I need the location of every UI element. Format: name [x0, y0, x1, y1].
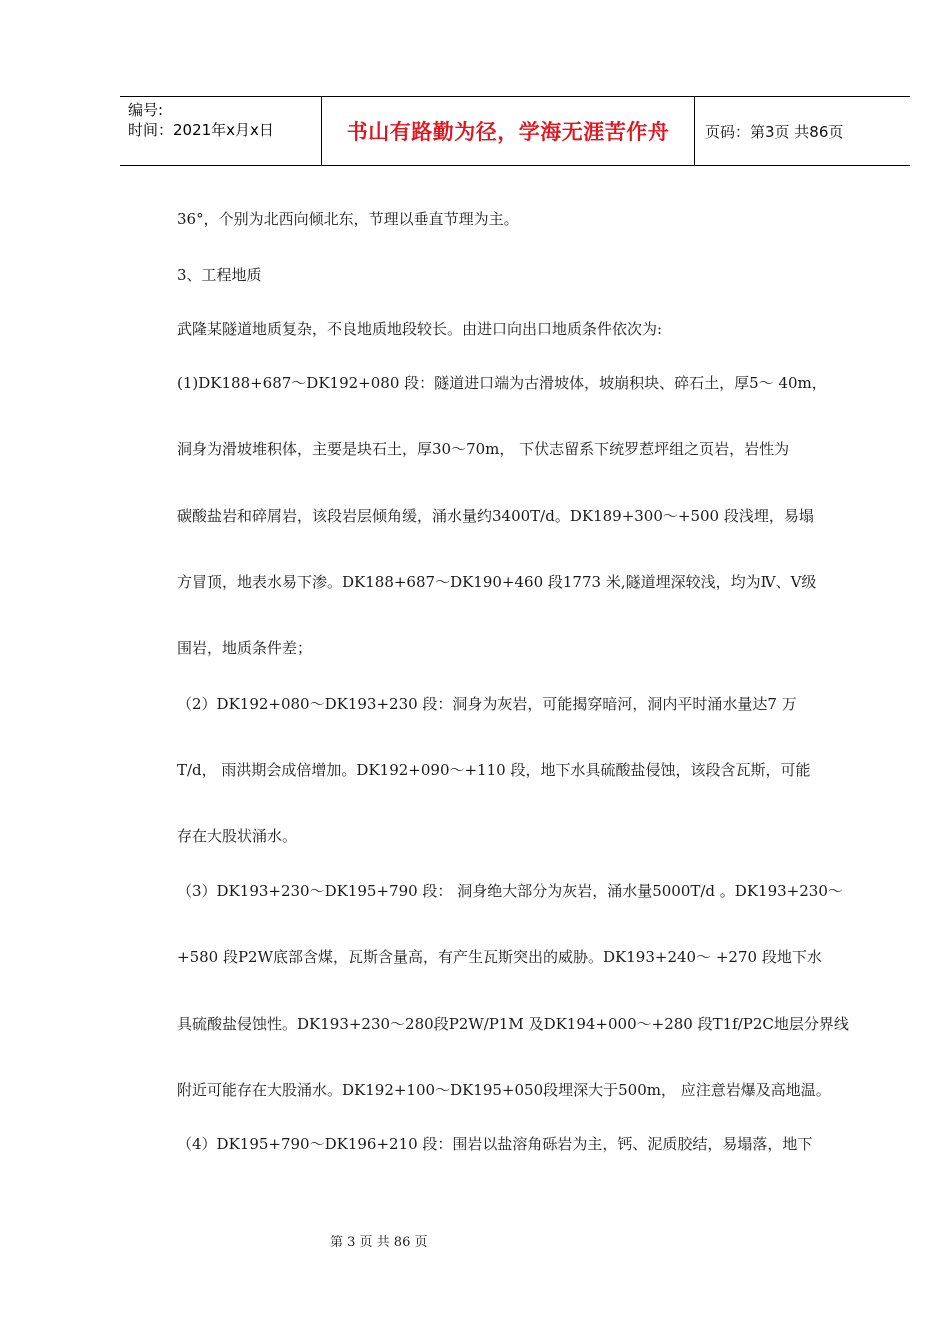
body-line: T/d， 雨洪期会成倍增加。DK192+090～+110 段，地下水具硫酸盐侵蚀，该段含瓦斯，可能	[177, 761, 811, 779]
body-line: 36°，个别为北西向倾北东，节理以垂直节理为主。	[177, 210, 519, 228]
body-line: (1)DK188+687～DK192+080 段：隧道进口端为古滑坡体，坡崩积块、碎石土，厚5～ 40m，	[177, 374, 827, 392]
header-motto-cell	[322, 97, 695, 165]
body-line: 碳酸盐岩和碎屑岩，该段岩层倾角缓，涌水量约3400T/d。DK189+300～+500 段浅埋，易塌	[177, 507, 814, 525]
document-header	[120, 96, 910, 166]
header-info-cell	[120, 97, 322, 165]
page-footer: 第 3 页 共 86 页	[330, 1235, 428, 1250]
document-time-label: 时间：2021年x月x日	[128, 121, 274, 139]
body-line: 武隆某隧道地质复杂，不良地质地段较长。由进口向出口地质条件依次为:	[177, 320, 663, 338]
body-line: 存在大股状涌水。	[177, 827, 298, 845]
section-heading: 3、工程地质	[177, 266, 262, 284]
body-line: （2）DK192+080～DK193+230 段：洞身为灰岩，可能揭穿暗河，洞内平时涌水量达7 万	[177, 695, 797, 713]
body-line: 附近可能存在大股涌水。DK192+100～DK195+050段埋深大于500m， 应注意岩爆及高地温。	[177, 1081, 831, 1099]
body-line: 洞身为滑坡堆积体，主要是块石土，厚30～70m， 下伏志留系下统罗惹坪组之页岩，岩性为	[177, 440, 790, 458]
document-number-label: 编号:	[128, 101, 164, 119]
body-line: 方冒顶，地表水易下渗。DK188+687～DK190+460 段1773 米,隧道埋深较浅，均为Ⅳ、Ⅴ级	[177, 573, 817, 591]
header-page-cell	[695, 97, 910, 165]
motto-text: 书山有路勤为径，学海无涯苦作舟	[346, 120, 670, 144]
body-line: （4）DK195+790～DK196+210 段：围岩以盐溶角砾岩为主，钙、泥质胶结，易塌落，地下	[177, 1135, 813, 1153]
body-line: （3）DK193+230～DK195+790 段： 洞身绝大部分为灰岩，涌水量5000T/d 。DK193+230～	[177, 882, 843, 900]
page-code: 页码：第3页 共86页	[705, 122, 844, 141]
body-line: 围岩，地质条件差；	[177, 639, 313, 657]
body-line: 具硫酸盐侵蚀性。DK193+230～280段P2W/P1M 及DK194+000～+280 段T1f/P2C地层分界线	[177, 1015, 849, 1033]
body-line: +580 段P2W底部含煤，瓦斯含量高，有产生瓦斯突出的威胁。DK193+240～ +270 段地下水	[177, 948, 822, 966]
